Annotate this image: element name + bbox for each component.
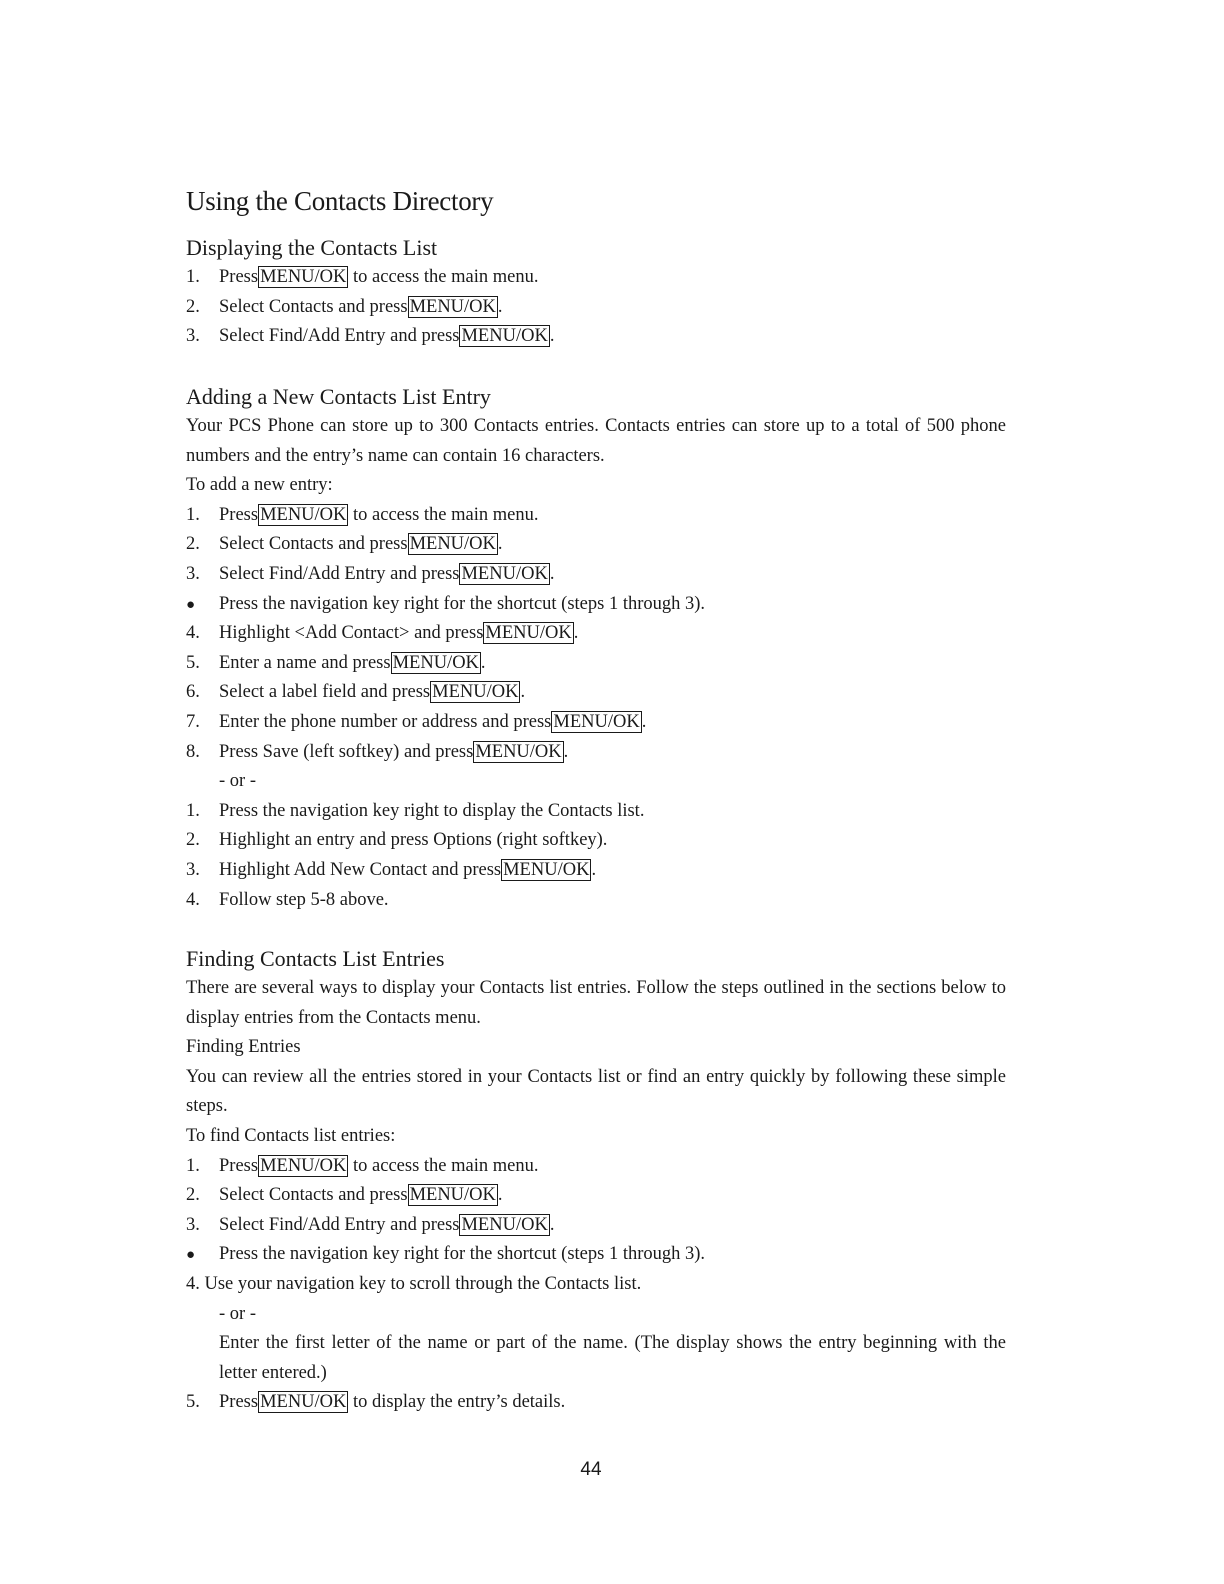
bullet-item: ● Press the navigation key right for the shortcut (steps 1 through 3). [186,1240,1006,1270]
menu-ok-key: MENU/OK [485,623,572,644]
list-item: 1. Press MENU/OK to access the main menu. [186,267,539,287]
list-item: 3. Highlight Add New Contact and press MENU/OK . [186,859,597,880]
list-item: 3. Select Find/Add Entry and press MENU/OK . [186,326,555,347]
section-title: Finding Contacts List Entries [186,946,445,971]
list-item: 5. Press MENU/OK to display the entry’s details. [186,1392,566,1413]
section-title: Displaying the Contacts List [186,235,438,260]
list-item: 1. Press MENU/OK to access the main menu. [186,504,539,525]
list-item: 8. Press Save (left softkey) and press MENU/OK . [186,741,569,762]
list-item: 1. Press MENU/OK to access the main menu. [186,1155,539,1176]
or-separator: - or - [219,1303,256,1324]
sub-intro-paragraph: You can review all the entries stored in your Contacts list or find an entry quickly by following these simple steps. [186,1066,1006,1117]
menu-ok-key: MENU/OK [260,1392,347,1413]
menu-ok-key: MENU/OK [392,652,479,673]
section-displaying [186,233,1006,352]
menu-ok-key: MENU/OK [503,859,590,880]
intro-paragraph: Your PCS Phone can store up to 300 Contacts entries. Contacts entries can store up to a total of 500 phone numbers and the entry’s name can contain 16 characters. [186,416,1006,466]
section-adding [186,382,1006,915]
list-item: 3. Select Find/Add Entry and press MENU/OK . [186,563,555,584]
list-item: 2. Select Contacts and press MENU/OK . [186,1185,503,1206]
page-title: Using the Contacts Directory [186,186,494,216]
bullet-icon: ● [186,1247,196,1264]
bullet-item: ● Press the navigation key right for the shortcut (steps 1 through 3). [186,590,1006,620]
instruction-text: To find Contacts list entries: [186,1125,396,1146]
menu-ok-key: MENU/OK [475,741,562,762]
menu-ok-key: MENU/OK [409,534,496,555]
list-item: 7. Enter the phone number or address and press MENU/OK . [186,711,647,732]
menu-ok-key: MENU/OK [409,296,496,317]
instruction-text: To add a new entry: [186,475,333,496]
menu-ok-key: MENU/OK [260,267,347,287]
menu-ok-key: MENU/OK [461,563,548,584]
section-title: Adding a New Contacts List Entry [186,384,491,409]
menu-ok-key: MENU/OK [260,504,347,525]
instruction-paragraph: Enter the first letter of the name or part of the name. (The display shows the entry beginning with the letter entered.) [219,1333,1006,1383]
list-item: 6. Select a label field and press MENU/OK . [186,682,526,703]
intro-paragraph: There are several ways to display your Contacts list entries. Follow the steps outlined in the sections below to display entries from the Contacts menu. [186,978,1006,1028]
or-separator: - or - [219,771,256,792]
menu-ok-key: MENU/OK [553,711,640,732]
list-item: 5. Enter a name and press MENU/OK . [186,652,486,673]
page-number: 44 [580,1459,602,1480]
list-item: 4. Highlight <Add Contact> and press MENU/OK . [186,623,579,644]
list-item: 2. Select Contacts and press MENU/OK . [186,534,503,555]
bullet-icon: ● [186,596,196,613]
menu-ok-key: MENU/OK [461,1214,548,1235]
section-finding [186,944,1006,1418]
subsection-title: Finding Entries [186,1037,301,1058]
list-item: 2. Highlight an entry and press Options (right softkey). [186,830,608,851]
menu-ok-key: MENU/OK [409,1185,496,1206]
list-item: 4. Use your navigation key to scroll through the Contacts list. [186,1273,642,1294]
list-item: 1. Press the navigation key right to display the Contacts list. [186,800,645,821]
menu-ok-key: MENU/OK [260,1155,347,1176]
list-item: 2. Select Contacts and press MENU/OK . [186,296,503,317]
list-item: 3. Select Find/Add Entry and press MENU/OK . [186,1214,555,1235]
list-item: 4. Follow step 5-8 above. [186,889,389,910]
menu-ok-key: MENU/OK [461,326,548,347]
menu-ok-key: MENU/OK [432,682,519,703]
